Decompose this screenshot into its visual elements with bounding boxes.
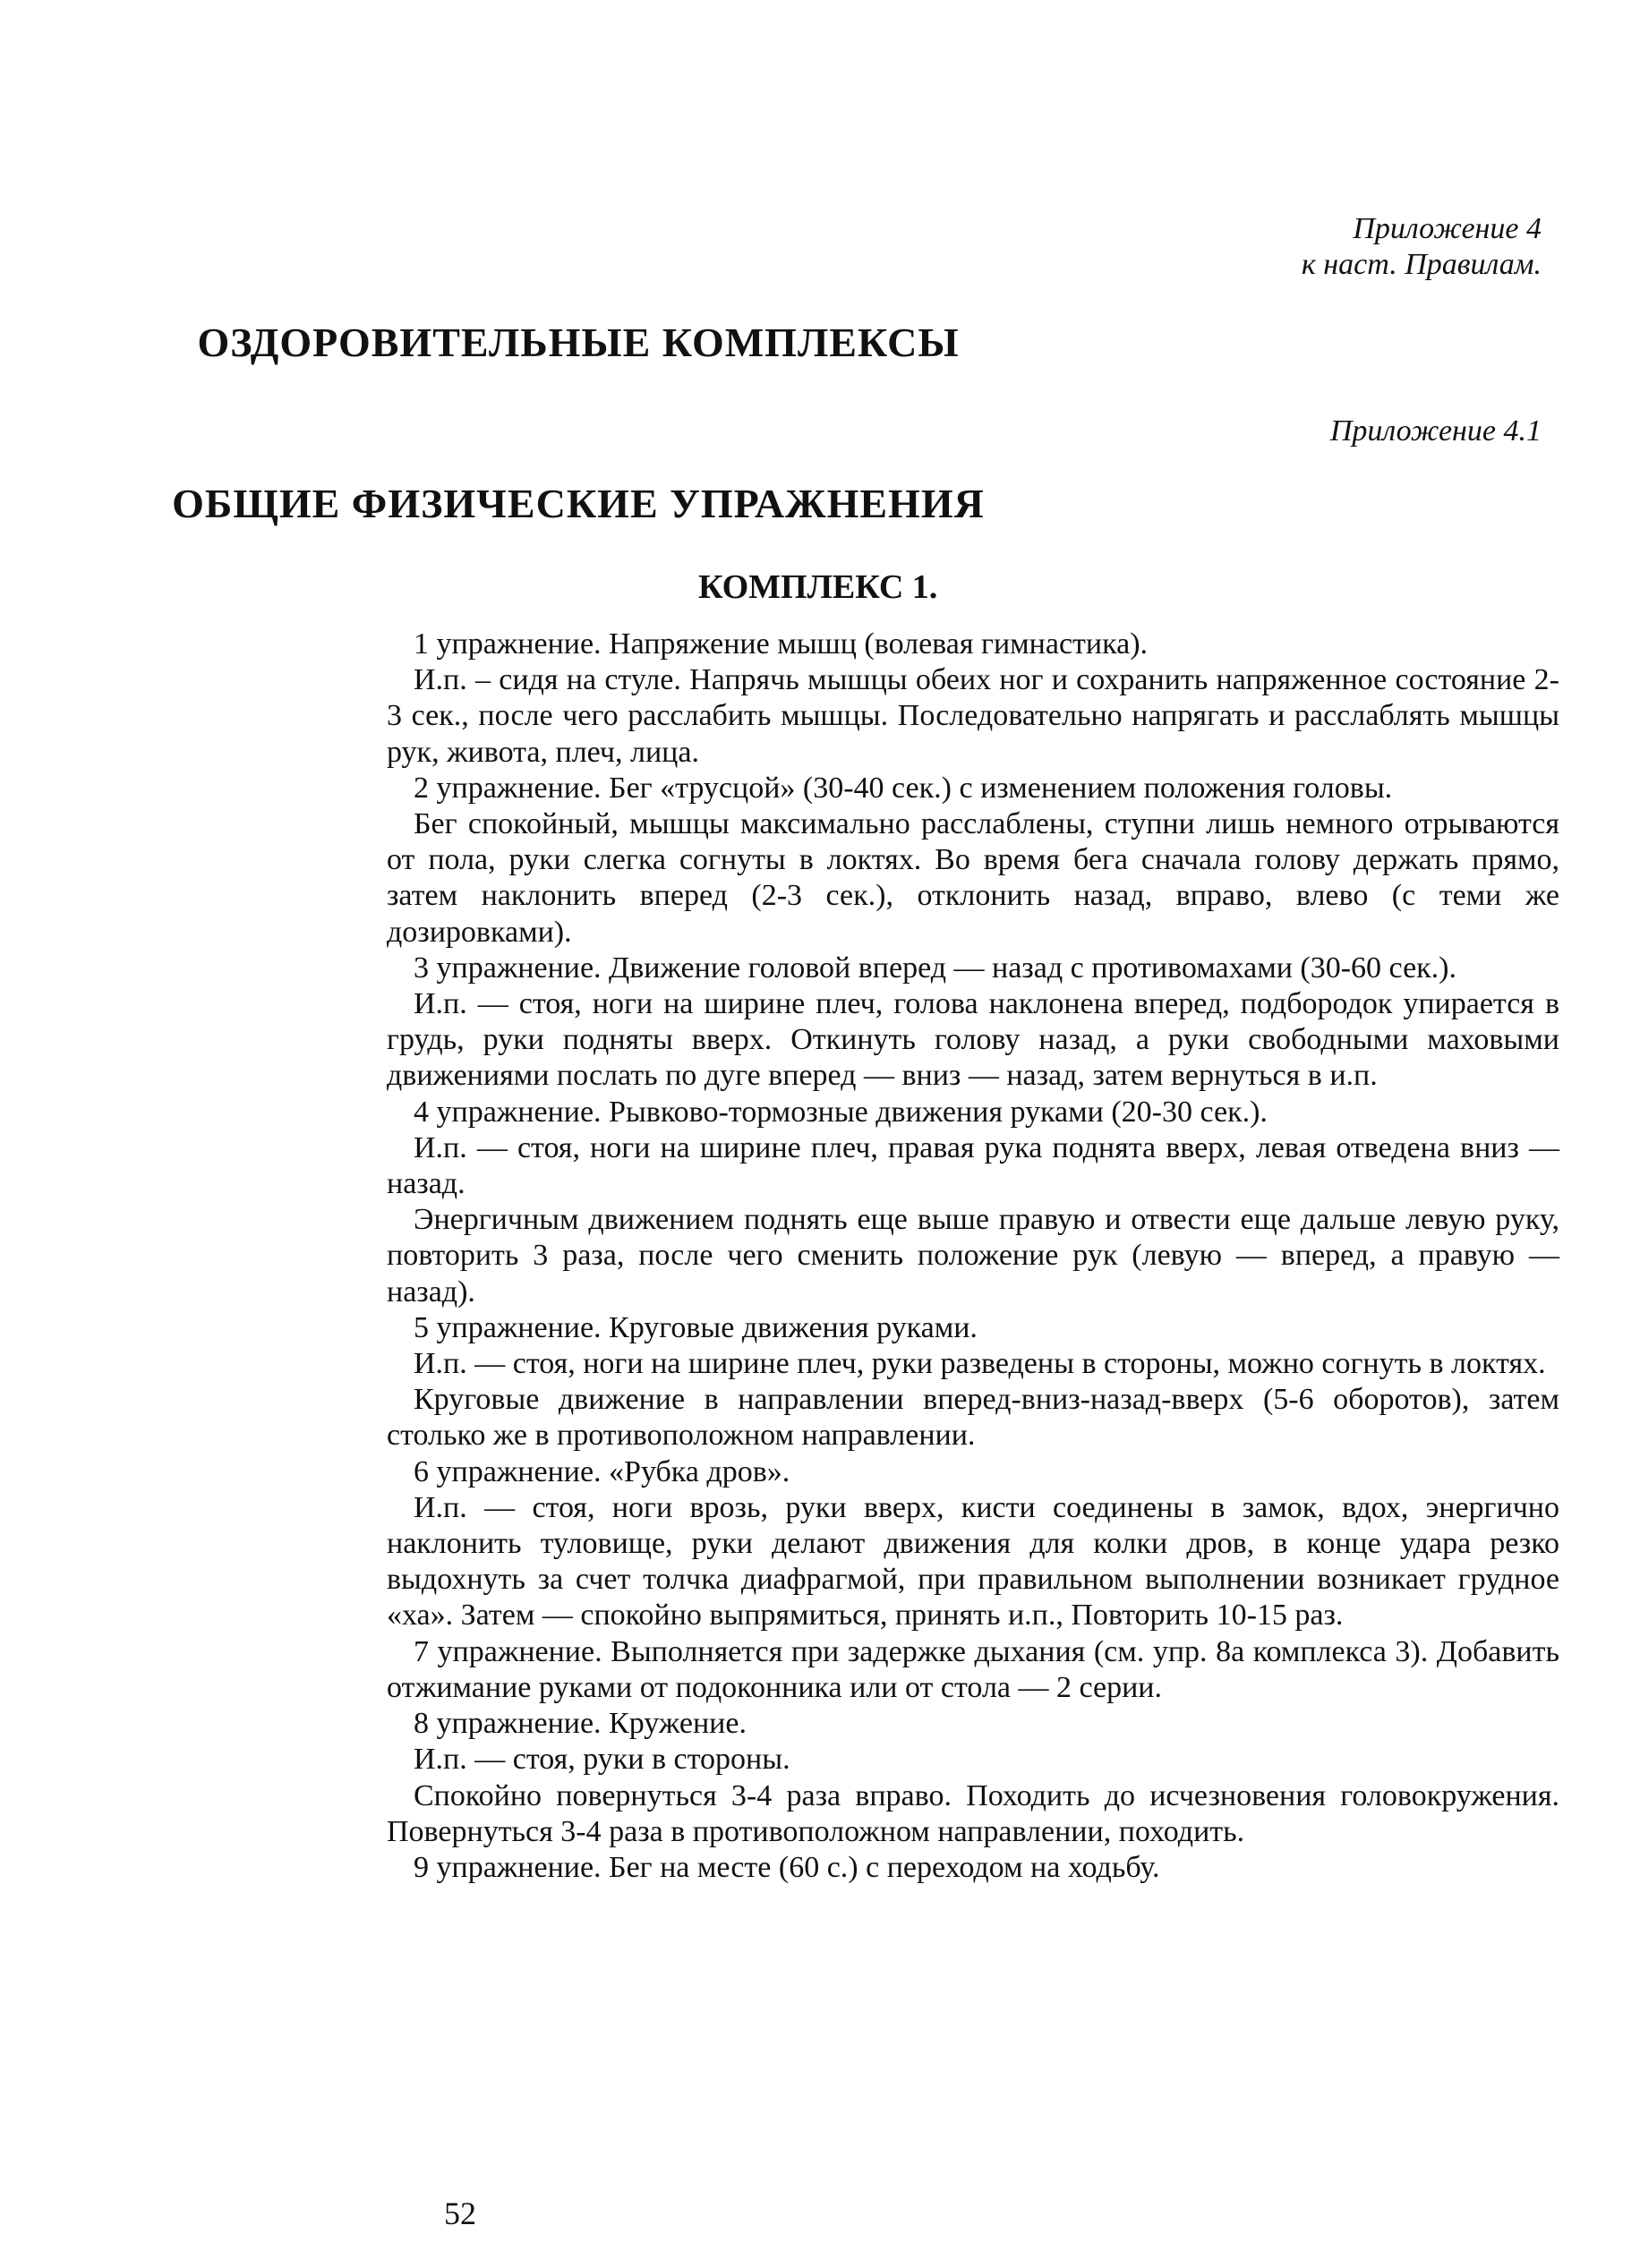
paragraph: 6 упражнение. «Рубка дров». [414, 1454, 790, 1488]
paragraph: 8 упражнение. Кружение. [414, 1707, 747, 1741]
appendix-line-1: Приложение 4 [1353, 212, 1542, 245]
paragraph: И.п. — стоя, ноги врозь, руки вверх, кисти соединены в замок, вдох, энергично наклонить туловище, руки делают движения для колки дров, в конце удара резко выдохнуть за счет толчка диафрагмой, при правильном выполнении возникает грудное «ха». Затем — спокойно выпрямиться, принять и.п., Повторить 10-15 раз. [387, 1490, 1559, 1633]
paragraph: Бег спокойный, мышцы максимально расслаблены, ступни лишь немного отрываются от пола, руки слегка согнуты в локтях. Во время бега сначала голову держать прямо, затем наклонить вперед (2-3 сек.), отклонить назад, вправо, влево (с теми же дозировками). [387, 807, 1559, 949]
sub-appendix-reference: Приложение 4.1 [1329, 414, 1542, 448]
paragraph: Круговые движение в направлении вперед-вниз-назад-вверх (5-6 оборотов), затем столько же в противоположном направлении. [387, 1383, 1559, 1453]
paragraph: И.п. — стоя, ноги на ширине плеч, голова наклонена вперед, подбородок упирается в грудь, руки подняты вверх. Откинуть голову назад, а руки свободными маховыми движениями послать по дуге вперед — вниз — назад, затем вернуться в и.п. [387, 987, 1559, 1093]
complex-title: КОМПЛЕКС 1. [698, 568, 938, 606]
document-body [387, 627, 1559, 1886]
paragraph: 3 упражнение. Движение головой вперед — назад с противомахами (30-60 сек.). [414, 951, 1456, 985]
section-title: ОБЩИЕ ФИЗИЧЕСКИЕ УПРАЖНЕНИЯ [172, 481, 985, 526]
paragraph: И.п. — стоя, ноги на ширине плеч, руки разведены в стороны, можно согнуть в локтях. [414, 1347, 1546, 1381]
paragraph: 7 упражнение. Выполняется при задержке дыхания (см. упр. 8а комплекса 3). Добавить отжимание руками от подоконника или от стола — 2 серии. [387, 1634, 1559, 1704]
paragraph: 4 упражнение. Рывково-тормозные движения руками (20-30 сек.). [414, 1095, 1268, 1129]
appendix-reference [1302, 211, 1542, 283]
paragraph: 5 упражнение. Круговые движения руками. [414, 1310, 978, 1344]
paragraph: И.п. – сидя на стуле. Напрячь мышцы обеих ног и сохранить напряженное состояние 2-3 сек., после чего расслабить мышцы. Последовательно напрягать и расслаблять мышцы рук, живота, плеч, лица. [387, 663, 1559, 769]
paragraph: И.п. — стоя, руки в стороны. [414, 1743, 790, 1777]
paragraph: 9 упражнение. Бег на месте (60 с.) с переходом на ходьбу. [414, 1850, 1160, 1884]
paragraph: И.п. — стоя, ноги на ширине плеч, правая рука поднята вверх, левая отведена вниз — назад. [387, 1130, 1559, 1201]
document-title: ОЗДОРОВИТЕЛЬНЫЕ КОМПЛЕКСЫ [197, 320, 960, 365]
page-number: 52 [444, 2196, 476, 2231]
paragraph: Спокойно повернуться 3-4 раза вправо. Походить до исчезновения головокружения. Повернуться 3-4 раза в противоположном направлении, походить. [387, 1778, 1559, 1848]
paragraph: 2 упражнение. Бег «трусцой» (30-40 сек.) с изменением положения головы. [414, 771, 1393, 805]
paragraph: Энергичным движением поднять еще выше правую и отвести еще дальше левую руку, повторить 3 раза, после чего сменить положение рук (левую — вперед, а правую — назад). [387, 1203, 1559, 1309]
appendix-line-2: к наст. Правилам. [1301, 248, 1542, 281]
paragraph: 1 упражнение. Напряжение мышц (волевая гимнастика). [414, 627, 1149, 661]
